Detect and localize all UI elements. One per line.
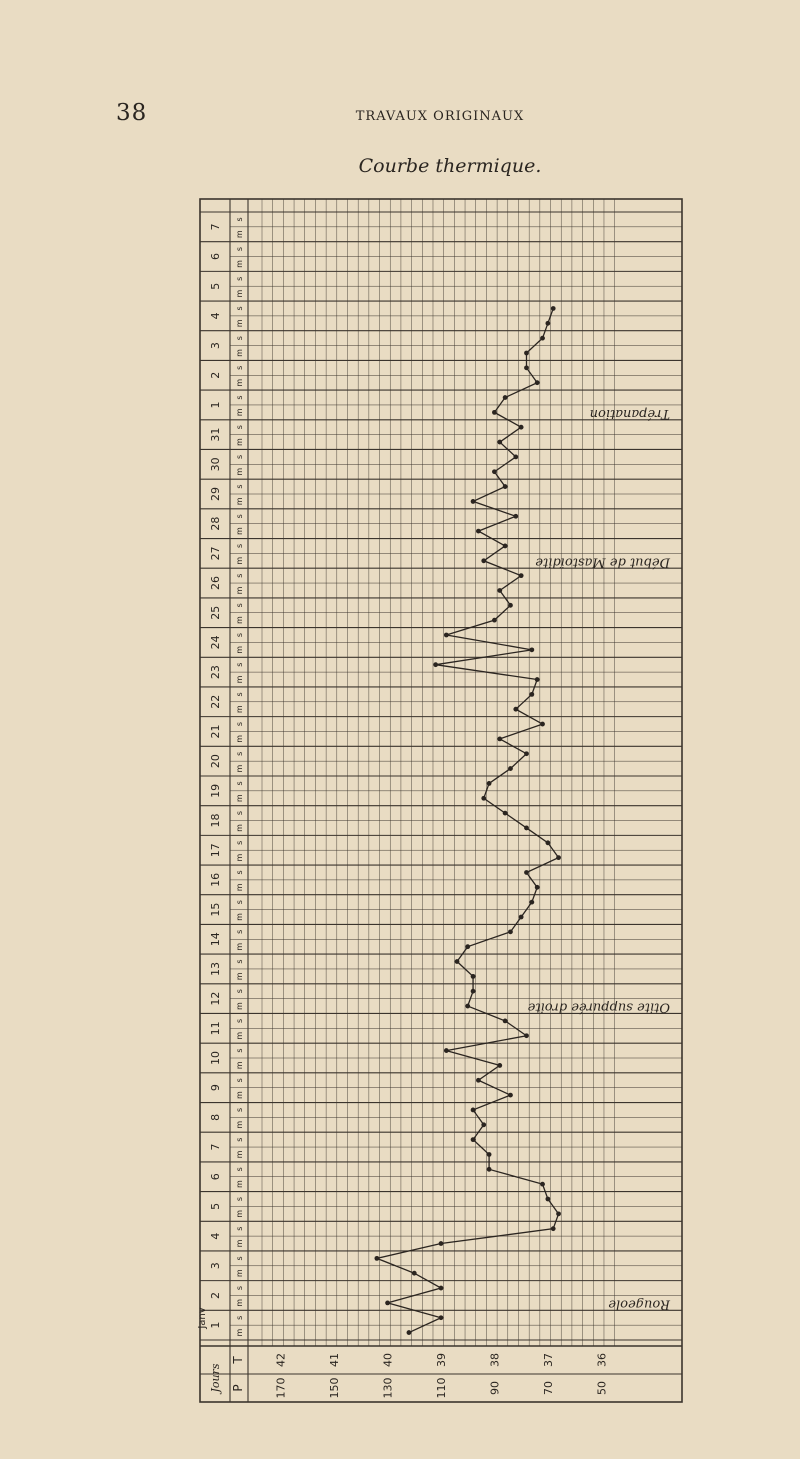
temperature-point: [455, 959, 460, 964]
temperature-point: [524, 826, 529, 831]
day-label: 22: [209, 694, 222, 709]
temperature-point: [513, 454, 518, 459]
day-label: 2: [209, 371, 222, 379]
day-label: 9: [209, 1084, 222, 1092]
temperature-point: [513, 514, 518, 519]
half-day-label: m: [235, 497, 244, 506]
chart-annotations: [527, 406, 671, 1312]
half-day-label: m: [235, 1269, 244, 1278]
half-day-label: s: [235, 929, 244, 934]
temperature-point: [508, 1093, 513, 1098]
temperature-point: [433, 662, 438, 667]
temperature-point: [529, 647, 534, 652]
half-day-label: s: [235, 959, 244, 964]
half-day-label: m: [235, 408, 244, 417]
day-label: 6: [209, 253, 222, 261]
temperature-point: [487, 1152, 492, 1157]
day-label: 7: [209, 1143, 222, 1151]
temperature-point: [497, 440, 502, 445]
pulse-header-label: P: [231, 1384, 245, 1392]
annotation-text: Rougeole: [608, 1296, 670, 1312]
temperature-point: [524, 1033, 529, 1038]
temperature-point: [508, 929, 513, 934]
half-day-label: s: [235, 1196, 244, 1202]
pulse-tick-label: 150: [328, 1377, 342, 1399]
half-day-label: m: [235, 972, 244, 981]
half-day-label: s: [235, 1137, 244, 1142]
temperature-point: [513, 707, 518, 712]
half-day-label: m: [235, 1209, 244, 1218]
day-label: 11: [209, 1021, 222, 1036]
half-day-label: m: [235, 289, 244, 298]
temp-tick-label: 41: [328, 1353, 342, 1367]
temperature-point: [529, 692, 534, 697]
temperature-point: [503, 544, 508, 549]
temperature-point: [471, 1137, 476, 1142]
temperature-point: [519, 573, 524, 578]
day-label: 7: [209, 223, 222, 231]
temp-tick-label: 38: [488, 1353, 502, 1367]
temp-tick-label: 37: [541, 1353, 555, 1367]
day-label: 28: [209, 516, 222, 531]
half-day-label: s: [235, 870, 244, 875]
temperature-point: [481, 558, 486, 563]
day-label: 18: [209, 813, 222, 828]
temperature-point: [487, 1167, 492, 1172]
temperature-point: [481, 1122, 486, 1127]
day-label: 17: [209, 843, 222, 858]
temperature-point: [444, 1048, 449, 1053]
half-day-label: m: [235, 556, 244, 565]
half-day-label: s: [235, 692, 244, 697]
temperature-point: [487, 781, 492, 786]
half-day-label: m: [235, 675, 244, 684]
temperature-point: [540, 722, 545, 727]
month-marker: Janv: [197, 1307, 208, 1329]
half-day-label: m: [235, 853, 244, 862]
temperature-point: [492, 410, 497, 415]
day-label: 14: [209, 932, 222, 947]
day-label: 26: [209, 576, 222, 591]
half-day-label: s: [235, 632, 244, 638]
day-label: 4: [209, 1232, 222, 1240]
temperature-point: [476, 1078, 481, 1083]
temperature-point: [503, 484, 508, 489]
day-label: 19: [209, 783, 222, 798]
half-day-label: m: [235, 764, 244, 773]
half-day-label: m: [235, 1150, 244, 1159]
half-day-label: s: [235, 1226, 244, 1231]
temp-tick-label: 42: [274, 1353, 288, 1367]
temperature-point: [497, 588, 502, 593]
day-label: 2: [209, 1291, 222, 1299]
annotation-text: Otite suppurée droite: [527, 999, 670, 1015]
half-day-label: m: [235, 734, 244, 743]
temperature-point: [524, 365, 529, 370]
temperature-point: [540, 336, 545, 341]
temperature-point: [497, 1063, 502, 1068]
half-day-label: s: [235, 543, 244, 549]
half-day-label: m: [235, 1091, 244, 1100]
day-label: 1: [209, 1321, 222, 1329]
half-day-label: s: [235, 514, 244, 519]
temperature-point: [471, 974, 476, 979]
half-day-label: s: [235, 603, 244, 608]
day-label: 1: [209, 401, 222, 409]
pulse-tick-label: 50: [595, 1381, 609, 1395]
half-day-label: s: [235, 1167, 244, 1172]
day-label: 6: [209, 1173, 222, 1181]
day-label: 31: [209, 427, 222, 442]
temperature-point: [471, 499, 476, 504]
temperature-point: [535, 885, 540, 890]
temperature-point: [535, 677, 540, 682]
annotation-text: Trépanation: [589, 405, 670, 421]
half-day-label: s: [235, 1256, 244, 1261]
half-day-label: m: [235, 824, 244, 832]
temperature-point: [535, 380, 540, 385]
half-day-label: s: [235, 1285, 244, 1291]
day-label: 16: [209, 872, 222, 887]
pulse-tick-label: 170: [274, 1377, 288, 1399]
pulse-tick-label: 130: [381, 1377, 395, 1399]
temperature-point: [492, 618, 497, 623]
half-day-label: s: [235, 1107, 244, 1113]
temperature-point: [524, 751, 529, 756]
temperature-point: [407, 1330, 412, 1335]
half-day-label: s: [235, 395, 244, 400]
half-day-label: s: [235, 365, 244, 370]
half-day-label: m: [235, 260, 244, 268]
pulse-tick-label: 110: [435, 1377, 448, 1399]
temperature-point: [551, 306, 556, 311]
day-label: 10: [209, 1051, 222, 1065]
temp-tick-label: 39: [435, 1353, 448, 1367]
day-label: 27: [209, 546, 222, 561]
temperature-point: [476, 529, 481, 534]
half-day-label: m: [235, 1328, 244, 1337]
temperature-point: [374, 1256, 379, 1261]
temperature-point: [471, 989, 476, 994]
half-day-label: m: [235, 1239, 244, 1248]
day-label: 8: [209, 1113, 222, 1121]
day-label: 5: [209, 1202, 222, 1210]
temperature-point: [519, 425, 524, 430]
half-day-label: s: [235, 217, 244, 222]
half-day-label: m: [235, 527, 244, 536]
temperature-point: [465, 944, 470, 949]
temperature-point: [492, 469, 497, 474]
day-label: 15: [209, 902, 222, 917]
day-label: 29: [209, 487, 222, 501]
temperature-point: [519, 915, 524, 920]
half-day-label: m: [235, 586, 244, 595]
half-day-label: s: [235, 306, 244, 311]
half-day-label: m: [235, 230, 244, 239]
temperature-point: [556, 1211, 561, 1216]
half-day-label: m: [235, 378, 244, 387]
day-label: 5: [209, 282, 222, 290]
day-label: 23: [209, 665, 222, 680]
temperature-point: [503, 811, 508, 816]
half-day-label: m: [235, 319, 244, 328]
half-day-label: s: [235, 1018, 244, 1023]
half-day-label: m: [235, 438, 244, 446]
half-day-label: s: [235, 751, 244, 756]
half-day-label: m: [235, 349, 244, 357]
half-day-label: s: [235, 454, 244, 459]
half-day-label: s: [235, 573, 244, 578]
half-day-label: m: [235, 1031, 244, 1040]
temperature-point: [444, 633, 449, 638]
temperature-point: [545, 1197, 550, 1202]
temperature-point: [540, 1182, 545, 1187]
temperature-point: [439, 1286, 444, 1291]
temperature-point: [551, 1226, 556, 1231]
day-label: 13: [209, 961, 222, 976]
half-day-label: m: [235, 616, 244, 625]
half-day-label: s: [235, 1078, 244, 1083]
half-day-label: s: [235, 276, 244, 281]
chart-title: Courbe thermique.: [358, 155, 542, 177]
temperature-point: [529, 900, 534, 905]
day-label: 30: [209, 457, 222, 472]
temperature-point: [385, 1300, 390, 1305]
temperature-point: [503, 395, 508, 400]
temp-tick-label: 36: [595, 1353, 609, 1367]
running-head: TRAVAUX ORIGINAUX: [355, 109, 525, 124]
pulse-tick-label: 90: [488, 1381, 502, 1395]
temperature-point: [556, 855, 561, 860]
day-label: 3: [209, 1262, 222, 1270]
temperature-point: [412, 1271, 417, 1276]
temperature-point: [545, 321, 550, 326]
temperature-point: [545, 840, 550, 845]
half-day-label: m: [235, 942, 244, 951]
half-day-label: m: [235, 1002, 244, 1010]
temperature-point: [439, 1241, 444, 1246]
jours-label: Jours: [209, 1363, 222, 1393]
half-day-label: m: [235, 1298, 244, 1307]
half-day-label: m: [235, 794, 244, 803]
half-day-label: m: [235, 467, 244, 476]
day-label: 24: [209, 635, 222, 650]
temperature-point: [503, 1018, 508, 1023]
pulse-tick-label: 70: [541, 1381, 555, 1395]
half-day-label: s: [235, 840, 244, 845]
temperature-point: [481, 796, 486, 801]
half-day-label: s: [235, 336, 244, 341]
temperature-point: [497, 736, 502, 741]
half-day-label: s: [235, 811, 244, 816]
half-day-label: s: [235, 721, 244, 727]
temp-tick-label: 40: [381, 1353, 395, 1367]
day-label: 12: [209, 991, 222, 1006]
temp-header-label: T: [231, 1356, 245, 1364]
half-day-label: m: [235, 913, 244, 921]
page-number: 38: [116, 100, 148, 126]
half-day-label: s: [235, 484, 244, 489]
half-day-label: s: [235, 1315, 244, 1320]
day-label: 20: [209, 754, 222, 769]
temperature-point: [524, 870, 529, 875]
half-day-label: m: [235, 1061, 244, 1070]
half-day-label: s: [235, 247, 244, 252]
temperature-point: [524, 351, 529, 356]
day-label: 4: [209, 312, 222, 320]
half-day-label: s: [235, 1048, 244, 1053]
half-day-label: m: [235, 883, 244, 892]
chart-grid: [200, 199, 682, 1402]
half-day-label: m: [235, 1180, 244, 1189]
temperature-point: [508, 766, 513, 771]
half-day-label: s: [235, 900, 244, 905]
half-day-label: s: [235, 662, 244, 667]
half-day-label: m: [235, 1120, 244, 1129]
annotation-text: Début de Mastoïdite: [535, 554, 670, 570]
half-day-label: m: [235, 645, 244, 654]
day-label: 3: [209, 342, 222, 350]
half-day-label: m: [235, 705, 244, 714]
temperature-point: [508, 603, 513, 608]
half-day-label: s: [235, 989, 244, 994]
day-label: 25: [209, 605, 222, 620]
temperature-point: [465, 1004, 470, 1009]
temperature-point: [439, 1315, 444, 1320]
half-day-label: s: [235, 425, 244, 430]
day-label: 21: [209, 724, 222, 739]
half-day-label: s: [235, 781, 244, 786]
temperature-point: [471, 1108, 476, 1113]
